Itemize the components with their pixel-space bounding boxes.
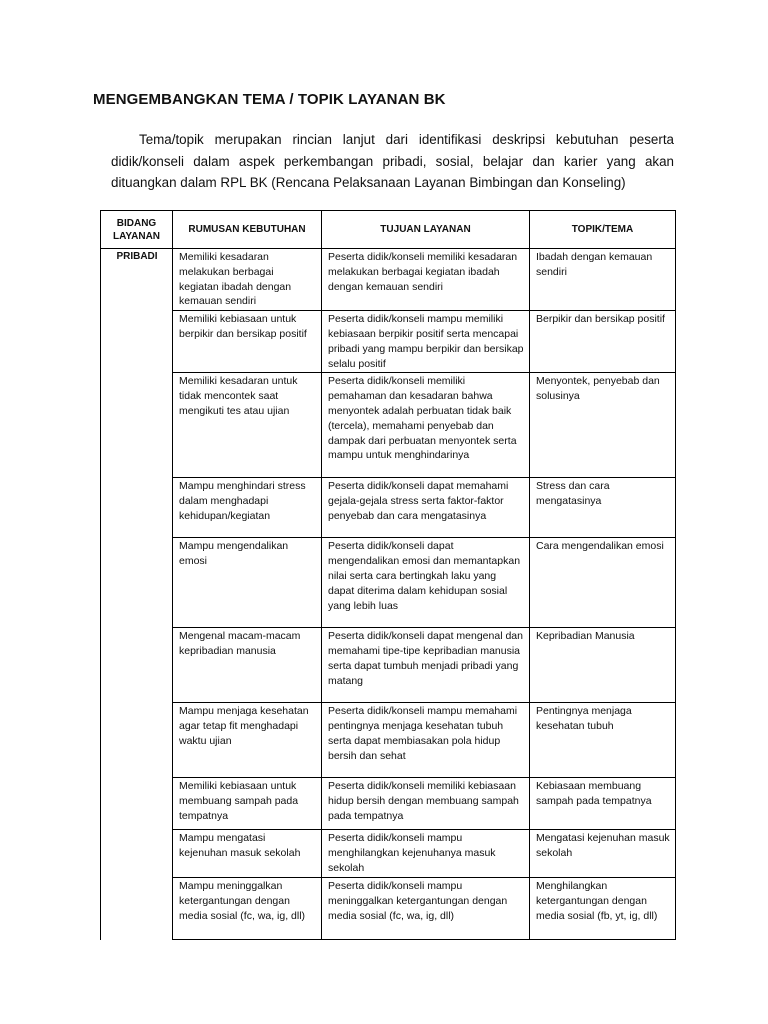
header-tujuan-layanan: TUJUAN LAYANAN xyxy=(322,211,530,249)
topik-cell: Pentingnya menjaga kesehatan tubuh xyxy=(530,703,676,778)
tujuan-cell: Peserta didik/konseli dapat mengenal dan memahami tipe-tipe kepribadian manusia serta dapat tumbuh menjadi pribadi yang matang xyxy=(322,628,530,703)
topik-cell: Berpikir dan bersikap positif xyxy=(530,311,676,373)
rumusan-cell: Mampu meninggalkan ketergantungan dengan media sosial (fc, wa, ig, dll) xyxy=(173,878,322,940)
topik-cell: Cara mengendalikan emosi xyxy=(530,538,676,628)
topik-cell: Kepribadian Manusia xyxy=(530,628,676,703)
rumusan-cell: Memiliki kesadaran melakukan berbagai kegiatan ibadah dengan kemauan sendiri xyxy=(173,249,322,311)
rumusan-cell: Mengenal macam-macam kepribadian manusia xyxy=(173,628,322,703)
table-row xyxy=(101,478,676,538)
topik-cell: Menghilangkan ketergantungan dengan media sosial (fb, yt, ig, dll) xyxy=(530,878,676,940)
rumusan-cell: Memiliki kesadaran untuk tidak mencontek saat mengikuti tes atau ujian xyxy=(173,373,322,478)
header-rumusan-kebutuhan: RUMUSAN KEBUTUHAN xyxy=(173,211,322,249)
topik-cell: Menyontek, penyebab dan solusinya xyxy=(530,373,676,478)
table-row xyxy=(101,538,676,628)
topik-cell: Ibadah dengan kemauan sendiri xyxy=(530,249,676,311)
topik-cell: Mengatasi kejenuhan masuk sekolah xyxy=(530,830,676,878)
tujuan-cell: Peserta didik/konseli mampu meninggalkan ketergantungan dengan media sosial (fc, wa, ig, dll) xyxy=(322,878,530,940)
tujuan-cell: Peserta didik/konseli mampu memahami pentingnya menjaga kesehatan tubuh serta dapat membiasakan pola hidup bersih dan sehat xyxy=(322,703,530,778)
table-row xyxy=(101,311,676,373)
table-row xyxy=(101,778,676,830)
tujuan-cell: Peserta didik/konseli memiliki kesadaran melakukan berbagai kegiatan ibadah dengan kemauan sendiri xyxy=(322,249,530,311)
table-row xyxy=(101,249,676,311)
tujuan-cell: Peserta didik/konseli memiliki kebiasaan hidup bersih dengan membuang sampah pada tempatnya xyxy=(322,778,530,830)
rumusan-cell: Memiliki kebiasaan untuk berpikir dan bersikap positif xyxy=(173,311,322,373)
tujuan-cell: Peserta didik/konseli memiliki pemahaman dan kesadaran bahwa menyontek adalah perbuatan tidak baik (tercela), memahami penyebab dan dampak dari perbuatan menyontek serta mampu untuk menghindarinya xyxy=(322,373,530,478)
rumusan-cell: Mampu mengatasi kejenuhan masuk sekolah xyxy=(173,830,322,878)
header-bidang-layanan: BIDANG LAYANAN xyxy=(101,211,173,249)
topic-table xyxy=(100,210,676,940)
tujuan-cell: Peserta didik/konseli mampu menghilangkan kejenuhanya masuk sekolah xyxy=(322,830,530,878)
tujuan-cell: Peserta didik/konseli mampu memiliki kebiasaan berpikir positif serta mencapai pribadi yang mampu berpikir dan bersikap selalu positif xyxy=(322,311,530,373)
table-row xyxy=(101,878,676,940)
tujuan-cell: Peserta didik/konseli dapat memahami gejala-gejala stress serta faktor-faktor penyebab dan cara mengatasinya xyxy=(322,478,530,538)
rumusan-cell: Mampu menghindari stress dalam menghadapi kehidupan/kegiatan xyxy=(173,478,322,538)
rumusan-cell: Mampu menjaga kesehatan agar tetap fit menghadapi waktu ujian xyxy=(173,703,322,778)
tujuan-cell: Peserta didik/konseli dapat mengendalikan emosi dan memantapkan nilai serta cara bertingkah laku yang dapat diterima dalam kehidupan sosial yang lebih luas xyxy=(322,538,530,628)
rumusan-cell: Memiliki kebiasaan untuk membuang sampah pada tempatnya xyxy=(173,778,322,830)
header-topik-tema: TOPIK/TEMA xyxy=(530,211,676,249)
topik-cell: Kebiasaan membuang sampah pada tempatnya xyxy=(530,778,676,830)
table-row xyxy=(101,703,676,778)
topik-cell: Stress dan cara mengatasinya xyxy=(530,478,676,538)
intro-paragraph: Tema/topik merupakan rincian lanjut dari identifikasi deskripsi kebutuhan peserta didik/konseli dalam aspek perkembangan pribadi, sosial, belajar dan karier yang akan dituangkan dalam RPL BK (Rencana Pelaksanaan Layanan Bimbingan dan Konseling) xyxy=(111,132,674,190)
table-row xyxy=(101,628,676,703)
rumusan-cell: Mampu mengendalikan emosi xyxy=(173,538,322,628)
table-row xyxy=(101,830,676,878)
page-title: MENGEMBANGKAN TEMA / TOPIK LAYANAN BK xyxy=(93,91,446,108)
table-header-row xyxy=(101,211,676,249)
bidang-cell: PRIBADI xyxy=(101,249,173,940)
table-row xyxy=(101,373,676,478)
